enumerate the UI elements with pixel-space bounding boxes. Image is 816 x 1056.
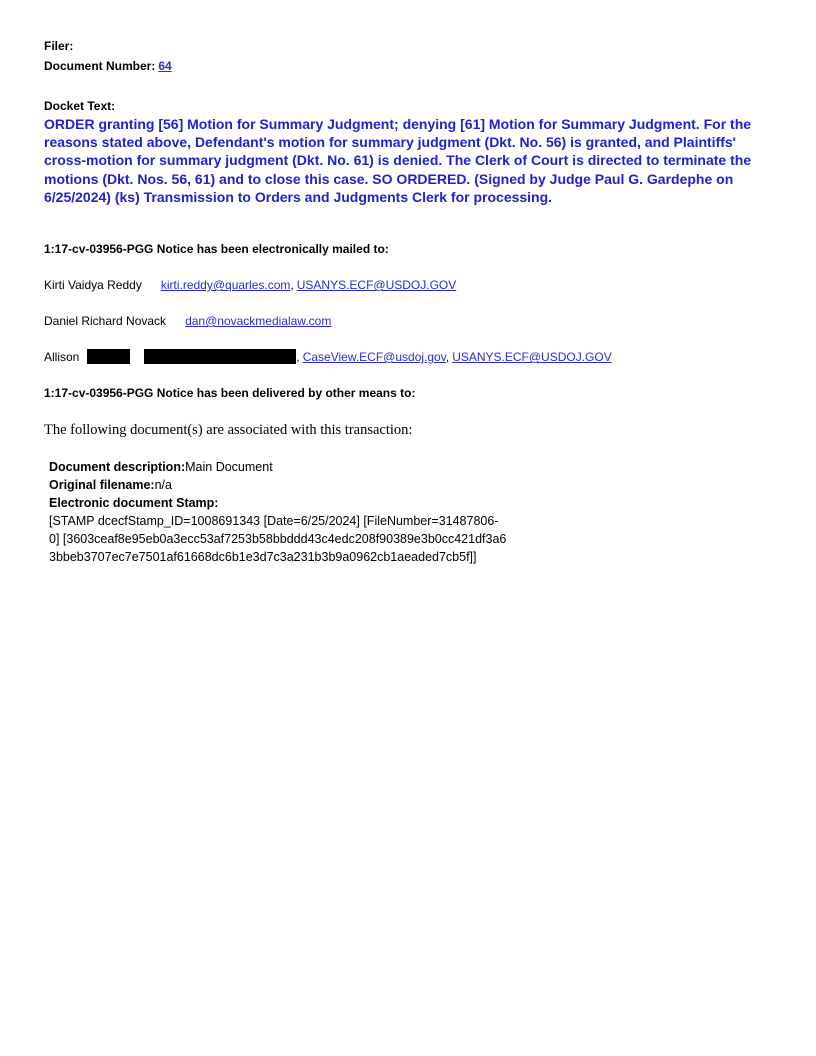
document-description-label: Document description: <box>49 460 186 475</box>
electronic-stamp-label: Electronic document Stamp: <box>49 496 219 511</box>
transaction-intro: The following document(s) are associated with this transaction: <box>44 422 413 439</box>
original-filename-line <box>49 476 554 494</box>
comma-separator: , <box>296 350 300 365</box>
document-number-line <box>44 56 796 76</box>
docket-text-label: Docket Text: <box>44 99 116 113</box>
recipient-name: Daniel Richard Novack <box>44 314 167 329</box>
stamp-line: [STAMP dcecfStamp_ID=1008691343 [Date=6/25/2024] [FileNumber=31487806- <box>49 514 499 529</box>
redaction-bar <box>144 349 296 364</box>
comma-separator: , <box>445 350 450 365</box>
original-filename-label: Original filename: <box>49 478 155 493</box>
document-description-line <box>49 458 554 476</box>
docket-text: ORDER granting [56] Motion for Summary Judgment; denying [61] Motion for Summary Judgment. For the reasons stated above, Defendant's motion for summary judgment (Dkt. No. 56) is granted, and Plaintiffs' cross-motion for summary judgment (Dkt. No. 61) is denied. The Clerk of Court is directed to terminate the motions (Dkt. Nos. 56, 61) and to close this case. SO ORDERED. (Signed by Judge Paul G. Gardephe on 6/25/2024) (ks) Transmission to Orders and Judgments Clerk for processing. <box>44 116 752 205</box>
original-filename-value: n/a <box>154 478 172 493</box>
email-link[interactable]: dan@novackmedialaw.com <box>185 314 332 329</box>
stamp-line: 0] [3603ceaf8e95eb0a3ecc53af7253b58bbddd43c4edc208f90389e3b0cc421df3a6 <box>49 532 507 547</box>
comma-separator: , <box>290 278 294 293</box>
recipient-row-kirti <box>44 277 796 293</box>
mailed-heading: 1:17-cv-03956-PGG Notice has been electronically mailed to: <box>44 242 389 257</box>
email-link[interactable]: USANYS.ECF@USDOJ.GOV <box>452 350 612 365</box>
redaction-bar <box>87 349 130 364</box>
recipient-row-allison <box>44 349 796 365</box>
email-link[interactable]: kirti.reddy@quarles.com <box>160 278 291 293</box>
recipient-row-daniel <box>44 313 796 329</box>
other-means-heading: 1:17-cv-03956-PGG Notice has been delivered by other means to: <box>44 386 416 401</box>
email-link[interactable]: USANYS.ECF@USDOJ.GOV <box>296 278 457 293</box>
recipient-name: Allison <box>44 350 80 365</box>
document-number-link[interactable]: 64 <box>158 59 172 73</box>
filer-label: Filer: <box>44 39 74 53</box>
associated-documents-block <box>44 458 554 566</box>
recipient-name: Kirti Vaidya Reddy <box>44 278 142 293</box>
email-link[interactable]: CaseView.ECF@usdoj.gov <box>302 350 446 365</box>
document-description-value: Main Document <box>185 460 273 475</box>
document-number-label: Document Number: <box>44 59 156 73</box>
filing-meta <box>44 36 796 76</box>
stamp-line: 3bbeb3707ec7e7501af61668dc6b1e3d7c3a231b3b9a0962cb1aeaded7cb5f]] <box>49 550 477 565</box>
